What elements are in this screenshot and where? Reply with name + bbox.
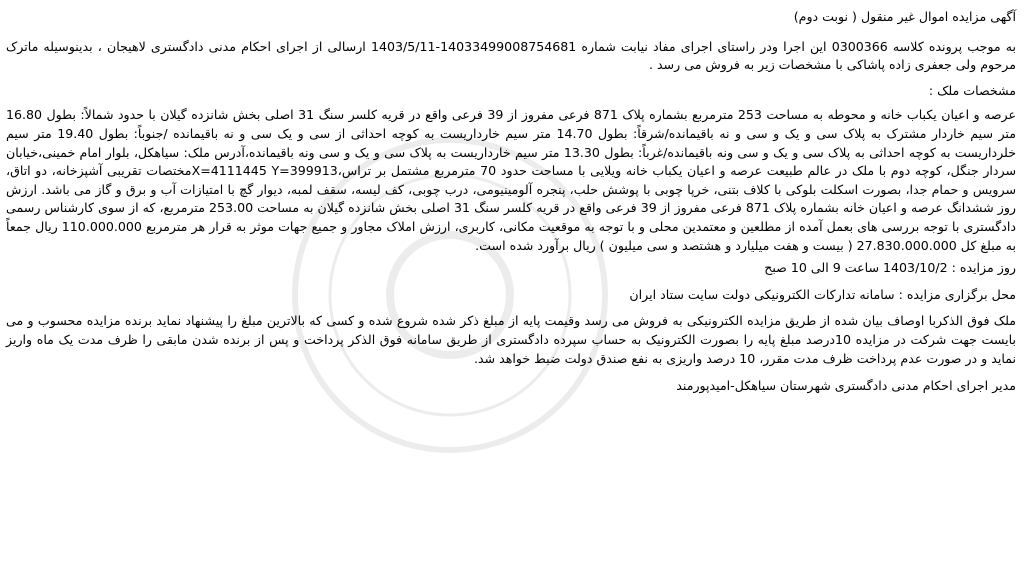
property-specs-heading: مشخصات ملک :: [928, 82, 1016, 98]
auction-date: روز مزایده : 1403/10/2 ساعت 9 الی 10 صبح: [764, 260, 1016, 276]
intro-paragraph: به موجب پرونده کلاسه 0300366 این اجرا ودر راستای اجرای مفاد نیابت شماره 14033499008754681-1403/5/11 ارسالی از اجرای احکام مدنی دادگستری لاهیجان ، بدینوسیله ماترک مرحوم ولی جعفری زاده پاشاکی با مشخصات زیر به فروش می رسد .: [6, 38, 1017, 73]
notice-title: آگهی مزایده اموال غیر منقول ( نوبت دوم): [793, 9, 1016, 24]
property-description: عرصه و اعیان یکباب خانه و محوطه به مساحت 253 مترمربع بشماره پلاک 871 فرعی مفروز از 39 فرعی واقع در قریه کلسر سنگ 31 اصلی بخش شانزده گیلان با حدود شمالاً: بطول 16.80 متر سیم خاردار مشترک به پلاک سی و یک و سی و نه باقیمانده/شرقاً: بطول 14.70 متر سیم خارداریست به کوچه احداثی از سی و یک سی و نه باقیمانده /جنوباً: بطول 19.40 متر سیم خلرداریست به کوچه احداثی به پلاک سی و یک و سی ونه باقیمانده/غرباً: بطول 13.30 متر سیم خارداریست به پلاک سی و یک و سی ونه باقیمانده،آدرس ملک: سیاهکل، بلوار امام خمینی،خیابان سردار جنگل، کوچه دوم با ملک در عالم طبیعت عرصه و اعیان یکباب خانه ویلایی با مساحت حدود 70 مترمربع مشتمل بر تراس،X=4111445 Y=399913مختصات تقریبی آشپزخانه، دو اتاق، سرویس و حمام جدا، بصورت اسکلت بلوکی با کلاف بتنی، خرپا چوبی با پوشش حلب، پنجره آلومینیومی، درب چوبی، کف لیسه، سقف لمبه، دیوار گچ با امتیازات آب و برق و گاز می باشد. ارزش روز ششدانگ عرصه و اعیان خانه بشماره پلاک 871 فرعی مفروز از 39 فرعی واقع در قریه کلسر سنگ 31 اصلی بخش شانزده گیلان به مساحت 253.00 مترمربع، که از سوی کارشناس رسمی دادگستری با توجه بررسی های بعمل آمده از مطلعین و معتمدین محلی و با توجه به موقعیت مکانی، کاربری، ارزش املاک مجاور و جمیع جهات موثر به قرار هر مترمربع 110.000.000 ریال جمعاً به مبلغ کل 27.830.000.000 ( بیست و هفت میلیارد و هشتصد و سی میلیون ) ریال برآورد شده است.: [6, 107, 1017, 253]
auction-terms: ملک فوق الذکربا اوصاف بیان شده از طریق مزایده الکترونیکی به فروش می رسد وقیمت پایه از مبلغ ذکر شده شروع شده و کسی که بالاترین مبلغ را پیشنهاد نماید برنده مزایده محسوب و می بایست جهت شرکت در مزایده 10درصد مبلغ پایه را بصورت الکترونیک به حساب سپرده دادگستری از طریق سامانه فوق الذکر پرداخت و پس از برنده شدن مابقی را ظرف مدت یک ماه واریز نماید و در صورت عدم پرداخت ظرف مدت مقرر، 10 درصد واریزی به نفع صندق دولت ضبط خواهد شد.: [6, 313, 1016, 366]
signature-line: مدیر اجرای احکام مدنی دادگستری شهرستان سیاهکل-امیدپورمند: [676, 378, 1016, 394]
auction-notice: [6, 8, 1016, 396]
auction-venue: محل برگزاری مزایده : سامانه تدارکات الکترونیکی دولت سایت ستاد ایران: [629, 286, 1016, 302]
